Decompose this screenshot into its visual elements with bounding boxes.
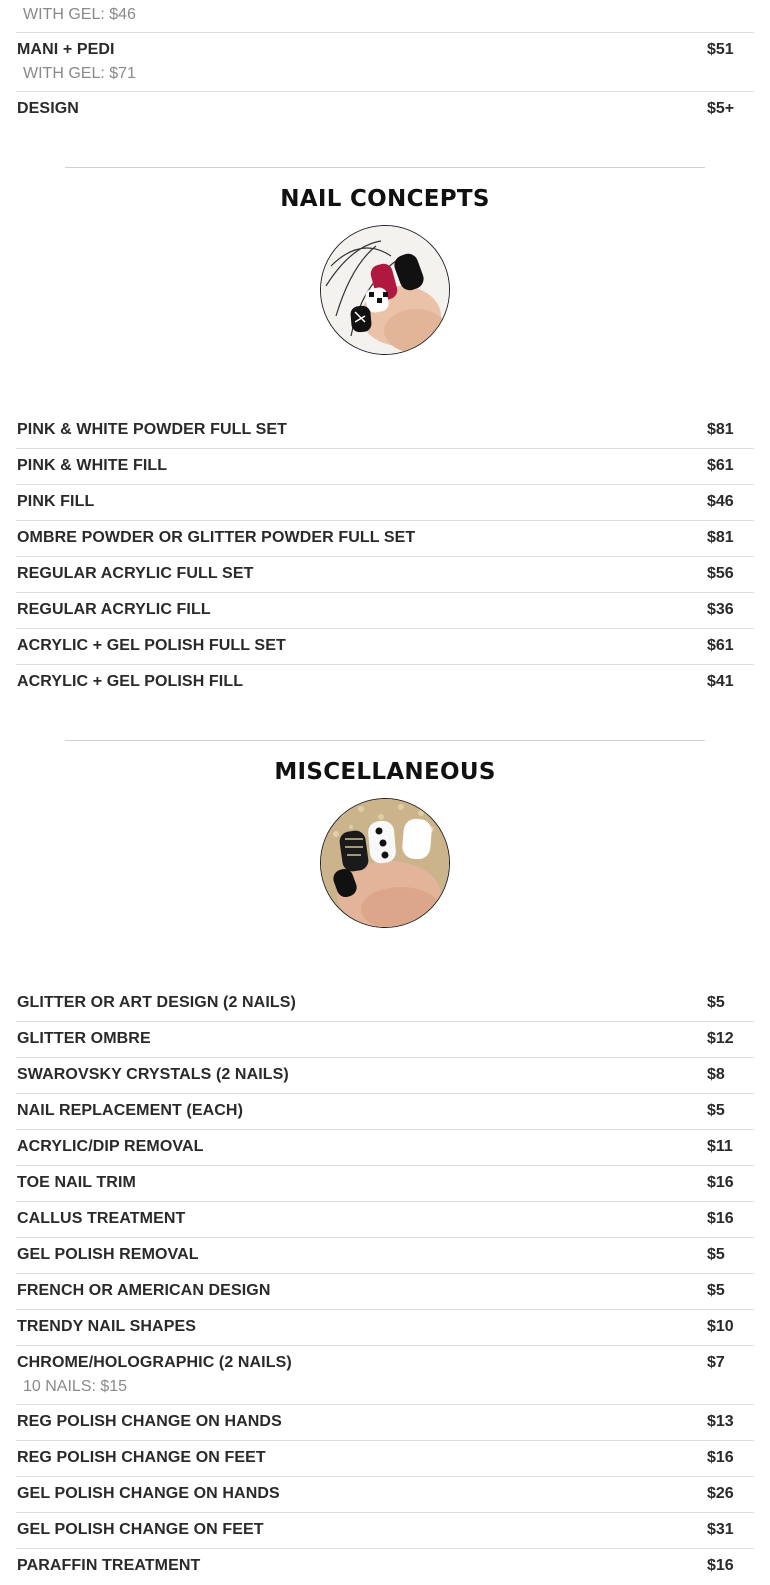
item-name: NAIL REPLACEMENT (EACH) [17, 1102, 244, 1119]
menu-item [16, 485, 754, 521]
item-price: $81 [707, 421, 734, 438]
item-price: $26 [707, 1485, 734, 1502]
item-name: REG POLISH CHANGE ON FEET [17, 1449, 266, 1466]
section-title-nail-concepts: NAIL CONCEPTS [280, 186, 490, 212]
menu-item [16, 986, 754, 1022]
item-price: $5+ [707, 100, 735, 117]
item-name: OMBRE POWDER OR GLITTER POWDER FULL SET [17, 529, 416, 546]
menu-item [16, 557, 754, 593]
item-name: GLITTER OMBRE [17, 1030, 151, 1047]
item-name: ACRYLIC + GEL POLISH FILL [17, 673, 244, 690]
item-price: $8 [707, 1066, 725, 1083]
menu-item [16, 1238, 754, 1274]
item-price: $10 [707, 1318, 734, 1335]
section-divider [65, 740, 705, 741]
item-name: REGULAR ACRYLIC FULL SET [17, 565, 254, 582]
menu-item [16, 1130, 754, 1166]
item-note: WITH GEL: $71 [23, 65, 136, 82]
item-price: $81 [707, 529, 734, 546]
menu-item [16, 0, 754, 33]
item-name: PINK & WHITE FILL [17, 457, 168, 474]
item-name: SWAROVSKY CRYSTALS (2 NAILS) [17, 1066, 289, 1083]
menu-item [16, 1202, 754, 1238]
item-price: $13 [707, 1413, 734, 1430]
item-name: ACRYLIC + GEL POLISH FULL SET [17, 637, 286, 654]
menu-item [16, 1058, 754, 1094]
menu-item [16, 1022, 754, 1058]
menu-item [16, 1549, 754, 1585]
item-name: DESIGN [17, 100, 79, 117]
item-price: $5 [707, 1282, 725, 1299]
item-price: $41 [707, 673, 734, 690]
menu-list-nail-concepts [16, 413, 754, 701]
nail-art-black-white-gold-image [320, 798, 450, 928]
item-name: REGULAR ACRYLIC FILL [17, 601, 211, 618]
item-name: GEL POLISH CHANGE ON FEET [17, 1521, 264, 1538]
menu-item [16, 1094, 754, 1130]
item-name: GEL POLISH CHANGE ON HANDS [17, 1485, 280, 1502]
menu-item [16, 1166, 754, 1202]
menu-list-top [16, 0, 754, 128]
item-price: $16 [707, 1557, 734, 1574]
item-price: $11 [707, 1138, 733, 1155]
item-price: $5 [707, 1102, 725, 1119]
menu-list-miscellaneous [16, 986, 754, 1585]
item-price: $5 [707, 1246, 725, 1263]
menu-item [16, 665, 754, 701]
item-price: $46 [707, 493, 734, 510]
nail-art-pink-black-image [320, 225, 450, 355]
item-name: PINK FILL [17, 493, 95, 510]
menu-item [16, 92, 754, 128]
item-name: TRENDY NAIL SHAPES [17, 1318, 197, 1335]
menu-item [16, 449, 754, 485]
menu-item [16, 1405, 754, 1441]
item-price: $61 [707, 457, 734, 474]
item-price: $61 [707, 637, 734, 654]
item-price: $56 [707, 565, 734, 582]
item-name: FRENCH OR AMERICAN DESIGN [17, 1282, 271, 1299]
item-price: $7 [707, 1354, 725, 1371]
item-name: PARAFFIN TREATMENT [17, 1557, 201, 1574]
item-name: CHROME/HOLOGRAPHIC (2 NAILS) [17, 1354, 292, 1371]
item-name: PINK & WHITE POWDER FULL SET [17, 421, 288, 438]
item-name: REG POLISH CHANGE ON HANDS [17, 1413, 282, 1430]
menu-item [16, 1310, 754, 1346]
item-name: ACRYLIC/DIP REMOVAL [17, 1138, 204, 1155]
menu-item [16, 593, 754, 629]
menu-item [16, 33, 754, 92]
menu-item [16, 1477, 754, 1513]
item-name: TOE NAIL TRIM [17, 1174, 136, 1191]
item-price: $51 [707, 41, 734, 58]
item-name: GLITTER OR ART DESIGN (2 NAILS) [17, 994, 296, 1011]
menu-item [16, 521, 754, 557]
menu-item [16, 1274, 754, 1310]
section-title-miscellaneous: MISCELLANEOUS [274, 759, 496, 785]
item-price: $16 [707, 1210, 734, 1227]
item-name: GEL POLISH REMOVAL [17, 1246, 199, 1263]
item-price: $16 [707, 1174, 734, 1191]
menu-item [16, 1441, 754, 1477]
menu-item [16, 629, 754, 665]
item-price: $5 [707, 994, 725, 1011]
item-note: WITH GEL: $46 [23, 6, 136, 23]
menu-item [16, 1513, 754, 1549]
section-divider [65, 167, 705, 168]
menu-item [16, 413, 754, 449]
item-price: $31 [707, 1521, 734, 1538]
menu-item [16, 1346, 754, 1405]
item-price: $16 [707, 1449, 734, 1466]
item-note: 10 NAILS: $15 [23, 1378, 128, 1395]
item-price: $36 [707, 601, 734, 618]
item-name: MANI + PEDI [17, 41, 115, 58]
item-name: CALLUS TREATMENT [17, 1210, 186, 1227]
item-price: $12 [707, 1030, 734, 1047]
